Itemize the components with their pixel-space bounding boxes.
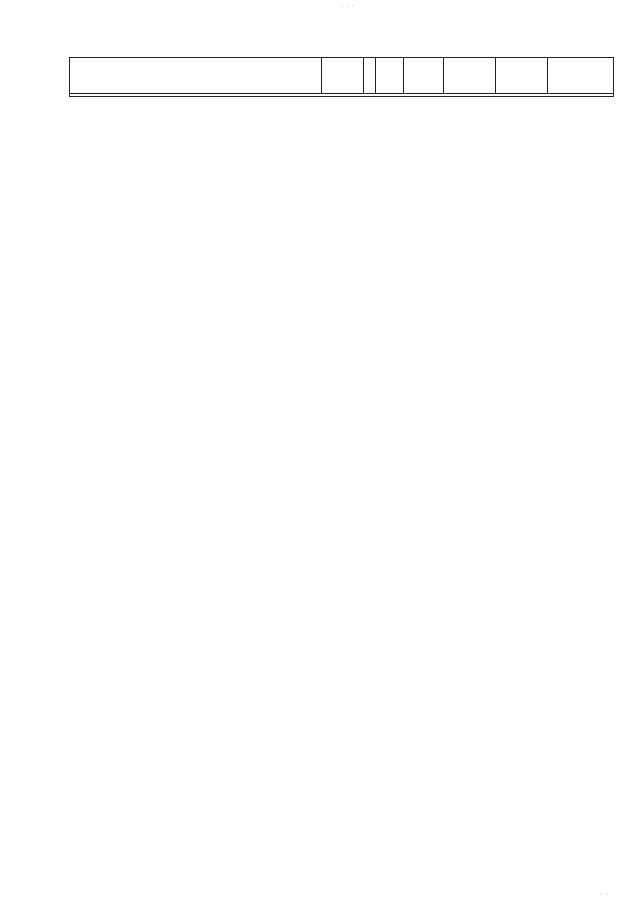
total-label (70, 58, 322, 94)
total-sep (364, 58, 376, 94)
total-area (322, 58, 364, 94)
total-c3 (496, 58, 548, 94)
total-c4 (548, 58, 614, 94)
scan-noise-corner: · · (600, 890, 609, 900)
section-title (70, 94, 614, 97)
table-total (70, 58, 614, 97)
total-row (70, 58, 614, 94)
scan-noise: · · · (340, 2, 355, 12)
forest-plots-table (69, 57, 614, 97)
total-c1 (404, 58, 444, 94)
section-row (70, 94, 614, 97)
total-c2 (444, 58, 496, 94)
total-count (376, 58, 404, 94)
